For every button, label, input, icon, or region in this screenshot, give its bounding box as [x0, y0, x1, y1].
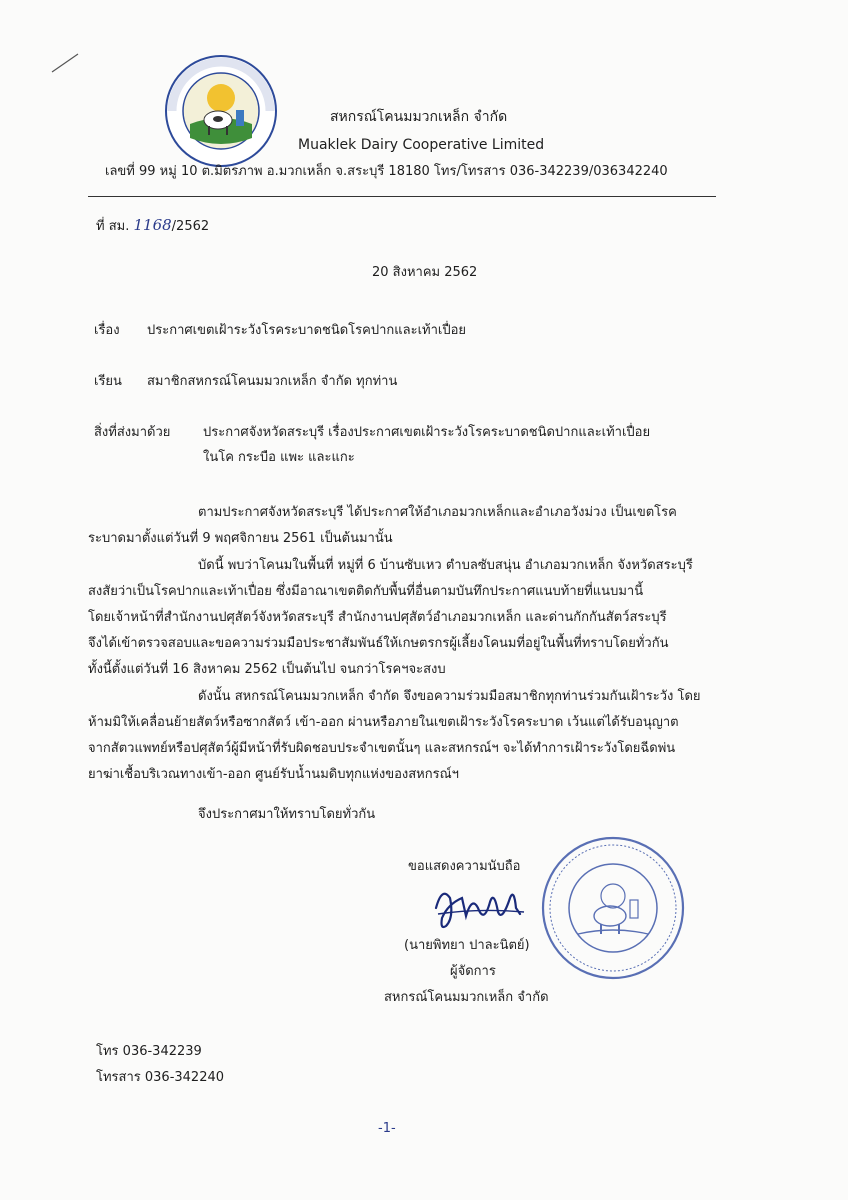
body-line: ดังนั้น สหกรณ์โคนมมวกเหล็ก จำกัด จึงขอความร่วมมือสมาชิกทุกท่านร่วมกันเฝ้าระวัง โดย [198, 689, 701, 704]
body-line: ยาฆ่าเชื้อบริเวณทางเข้า-ออก ศูนย์รับน้ำนมดิบทุกแห่งของสหกรณ์ฯ [88, 767, 459, 782]
enclosure-line-2: ในโค กระบือ แพะ และแกะ [203, 450, 355, 465]
enclosure-label: สิ่งที่ส่งมาด้วย [94, 425, 171, 440]
footer-fax: โทรสาร 036-342240 [96, 1070, 225, 1085]
body-line: บัดนี้ พบว่าโคนมในพื้นที่ หมู่ที่ 6 บ้านซับเหว ตำบลซับสนุ่น อำเภอมวกเหล็ก จังหวัดสระบุรี [198, 558, 693, 573]
reference-suffix: /2562 [171, 219, 210, 234]
body-line: จึงได้เข้าตรวจสอบและขอความร่วมมือประชาสัมพันธ์ให้เกษตรกรผู้เลี้ยงโคนมที่อยู่ในพื้นที่ทราบโดยทั่วกัน [88, 636, 669, 651]
subject-label: เรื่อง [94, 323, 120, 338]
signatory-organization: สหกรณ์โคนมมวกเหล็ก จำกัด [384, 990, 549, 1005]
body-line: จากสัตวแพทย์หรือปศุสัตว์ผู้มีหน้าที่รับผิดชอบประจำเขตนั้นๆ และสหกรณ์ฯ จะได้ทำการเฝ้าระวังโดยฉีดพ่น [88, 741, 676, 756]
reference-number [96, 216, 209, 236]
closing-statement: จึงประกาศมาให้ทราบโดยทั่วกัน [198, 807, 376, 822]
reference-prefix: ที่ สม. [96, 219, 130, 234]
recipient-text: สมาชิกสหกรณ์โคนมมวกเหล็ก จำกัด ทุกท่าน [147, 374, 398, 389]
body-line: โดยเจ้าหน้าที่สำนักงานปศุสัตว์จังหวัดสระบุรี สำนักงานปศุสัตว์อำเภอมวกเหล็ก และด่านกักกันสัตว์สระบุรี [88, 610, 667, 625]
letter-date: 20 สิงหาคม 2562 [372, 265, 478, 280]
signature-regards: ขอแสดงความนับถือ [408, 859, 521, 874]
footer-telephone: โทร 036-342239 [96, 1044, 202, 1059]
header-divider [88, 196, 716, 197]
enclosure-line-1: ประกาศจังหวัดสระบุรี เรื่องประกาศเขตเฝ้าระวังโรคระบาดชนิดปากและเท้าเปื่อย [203, 425, 651, 440]
pen-scratch-mark [46, 40, 86, 80]
body-line: ห้ามมิให้เคลื่อนย้ายสัตว์หรือซากสัตว์ เข้า-ออก ผ่านหรือภายในเขตเฝ้าระวังโรคระบาด เว้นแต่ได้รับอนุญาต [88, 715, 679, 730]
body-line: ระบาดมาตั้งแต่วันที่ 9 พฤศจิกายน 2561 เป็นต้นมานั้น [88, 531, 393, 546]
body-line: ทั้งนี้ตั้งแต่วันที่ 16 สิงหาคม 2562 เป็นต้นไป จนกว่าโรคฯจะสงบ [88, 662, 446, 677]
org-name-english: Muaklek Dairy Cooperative Limited [298, 137, 545, 153]
subject-text: ประกาศเขตเฝ้าระวังโรคระบาดชนิดโรคปากและเท้าเปื่อย [147, 323, 467, 338]
reference-handwritten-number: 1168 [133, 216, 172, 234]
signatory-position: ผู้จัดการ [450, 964, 496, 979]
handwritten-signature-icon [428, 868, 538, 934]
recipient-label: เรียน [94, 374, 122, 389]
cooperative-logo-icon [164, 54, 278, 168]
body-line: ตามประกาศจังหวัดสระบุรี ได้ประกาศให้อำเภอมวกเหล็กและอำเภอวังม่วง เป็นเขตโรค [198, 505, 677, 520]
org-name-thai: สหกรณ์โคนมมวกเหล็ก จำกัด [330, 109, 508, 125]
page-number: -1- [378, 1121, 396, 1136]
body-line: สงสัยว่าเป็นโรคปากและเท้าเปื่อย ซึ่งมีอาณาเขตติดกับพื้นที่อื่นตามบันทึกประกาศแนบท้ายที่แนบมานี้ [88, 584, 644, 599]
signatory-name: (นายพิทยา ปาละนิตย์) [404, 938, 530, 953]
official-seal-icon [538, 830, 688, 990]
org-address: เลขที่ 99 หมู่ 10 ต.มิตรภาพ อ.มวกเหล็ก จ.สระบุรี 18180 โทร/โทรสาร 036-342239/036342240 [105, 164, 668, 179]
